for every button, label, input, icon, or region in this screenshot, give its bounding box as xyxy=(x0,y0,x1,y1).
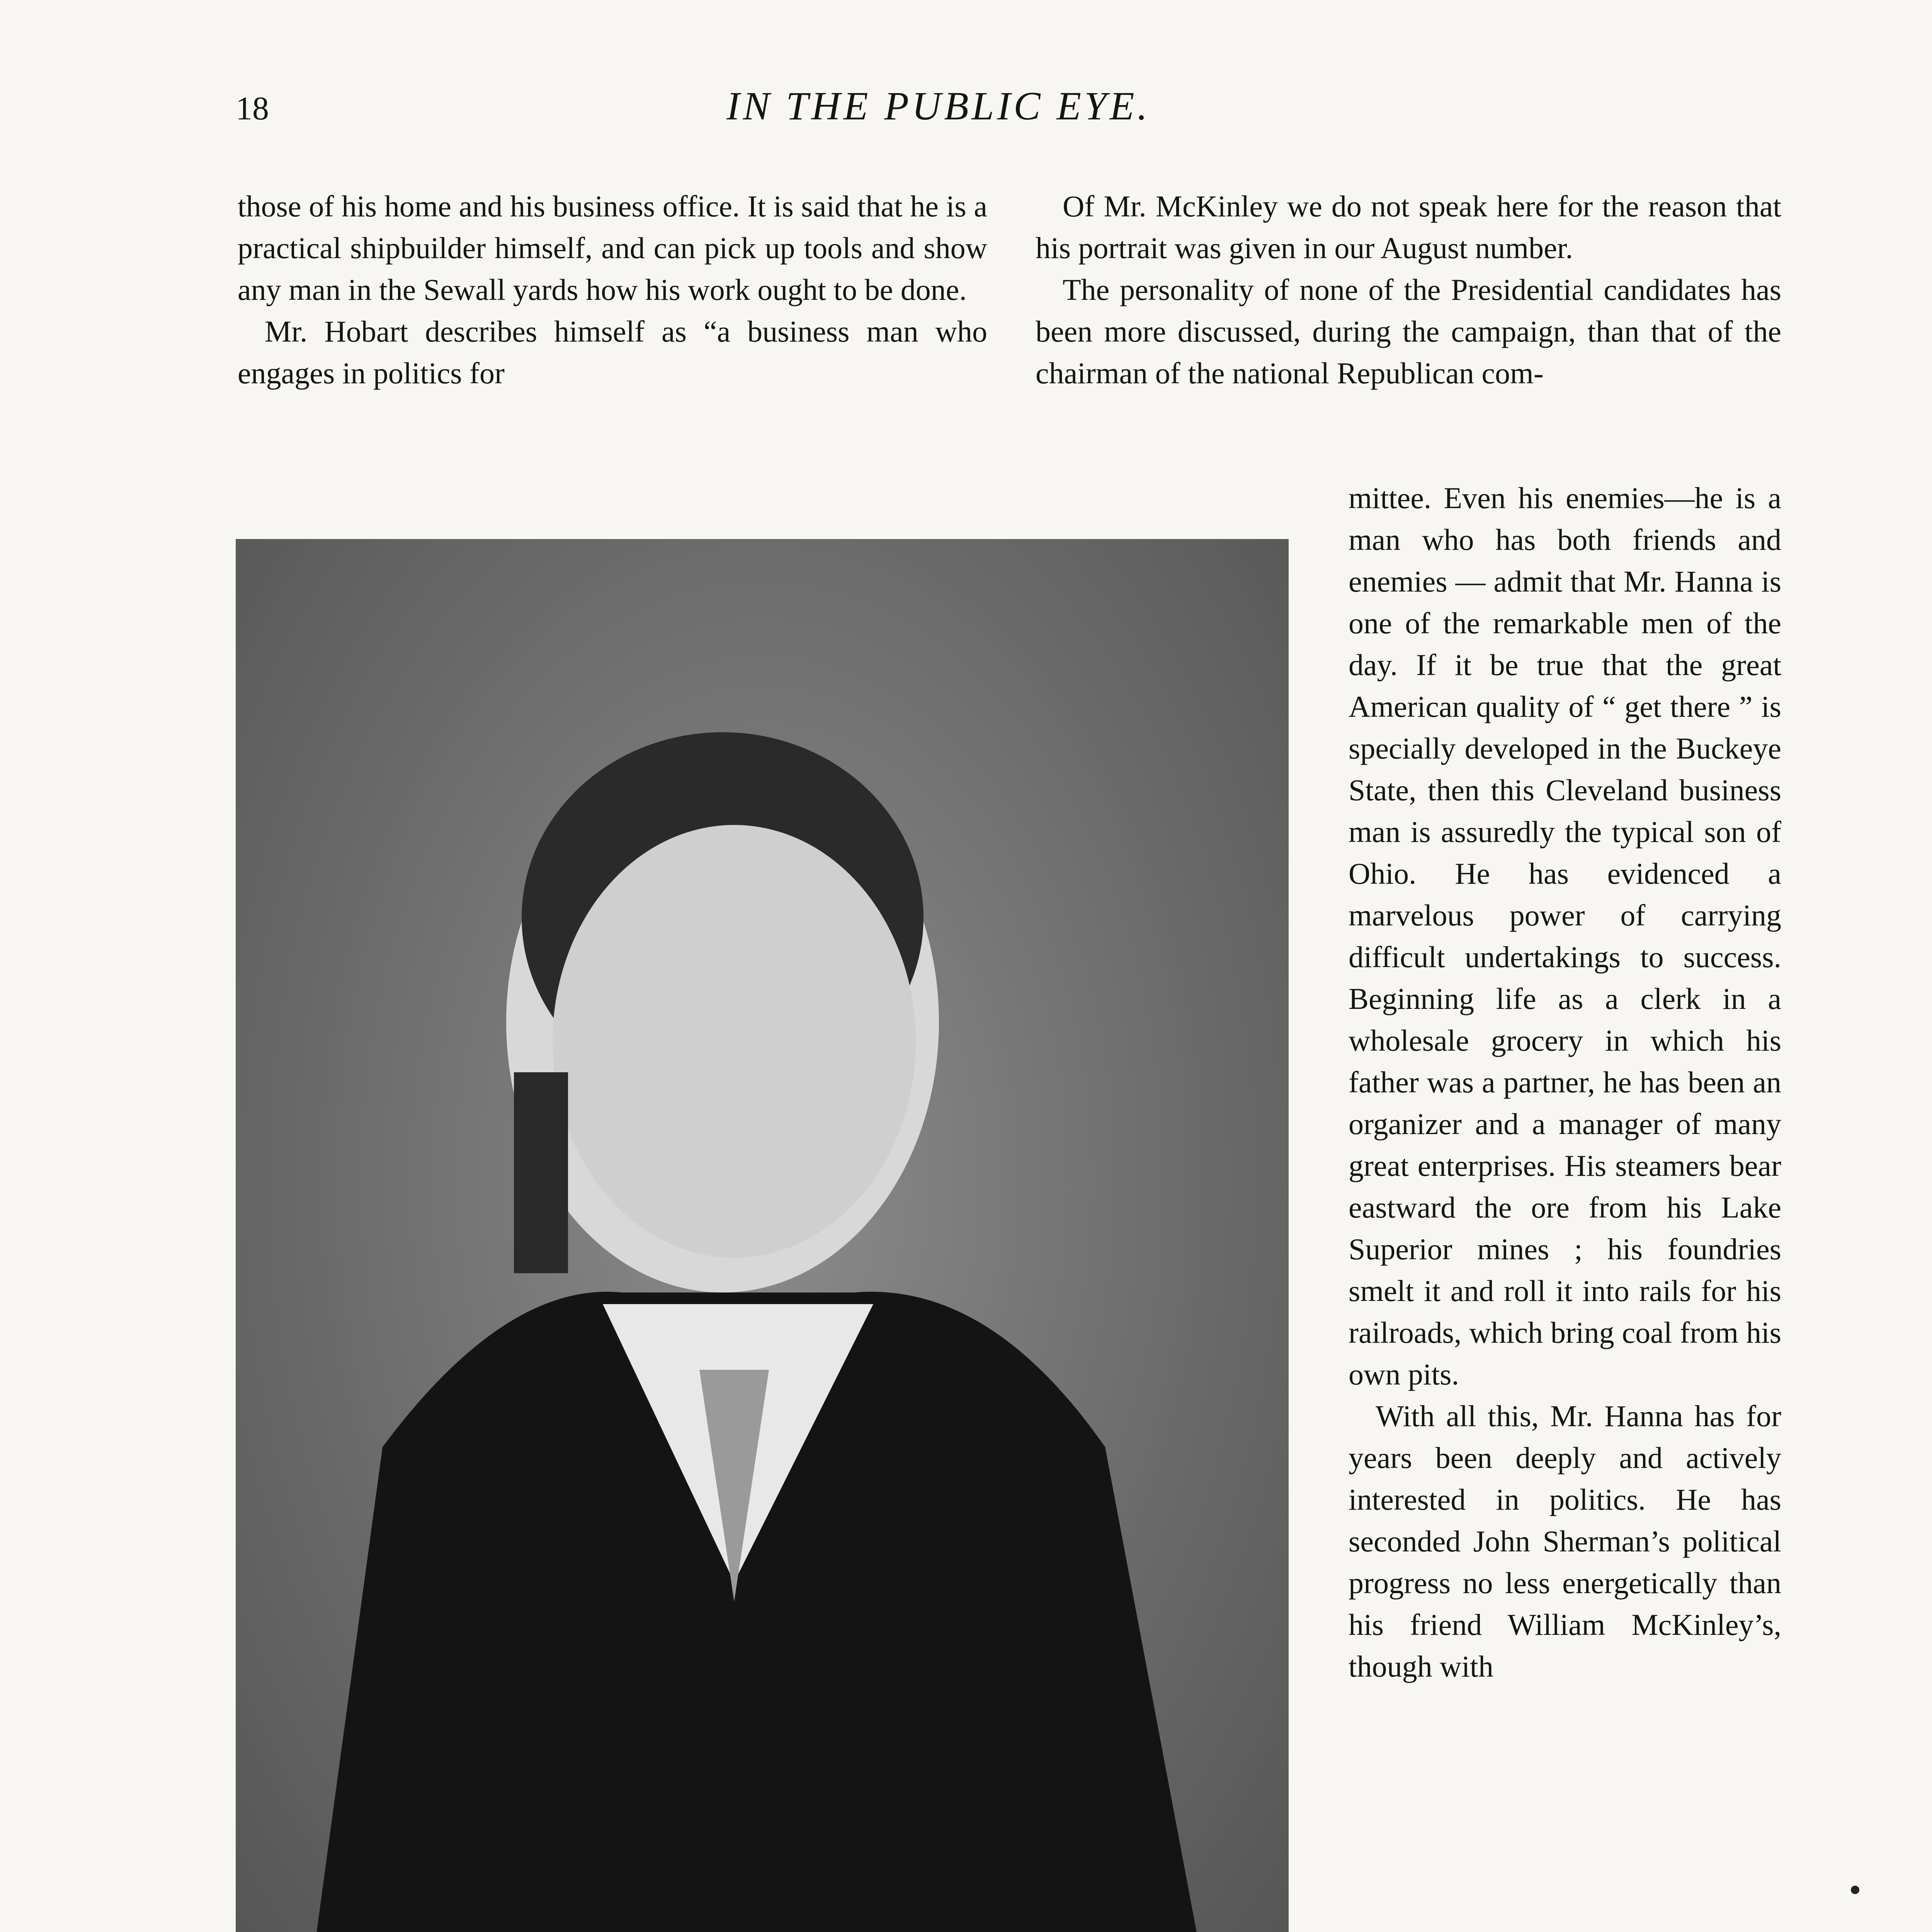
ink-dot xyxy=(1851,1886,1859,1894)
paragraph: With all this, Mr. Hanna has for years been deeply and actively interested in politics. He has seconded John Sherman’s political progress no less energetically than his friend William McKinley’s, though with xyxy=(1349,1399,1781,1683)
paragraph: mittee. Even his enemies—he is a man who has both friends and enemies — admit that Mr. Hanna is one of the remarkable men of the day. If it be true that the great American quality of “ get there ” is specially developed in the Buckeye State, then this Cleveland business man is assuredly the typical son of Ohio. He has evidenced a marvelous power of carrying difficult undertakings to success. Beginning life as a clerk in a wholesale grocery in which his father was a partner, he has been an organizer and a manager of many great enterprises. His steamers bear eastward the ore from his Lake Superior mines ; his foundries smelt it and roll it into rails for his railroads, which bring coal from his own pits. xyxy=(1349,481,1781,1391)
paragraph: those of his home and his business office. It is said that he is a practical shipbuilder himself, and can pick up tools and show any man in the Sewall yards how his work ought to be done. xyxy=(238,189,987,306)
paragraph: Of Mr. McKinley we do not speak here for the reason that his portrait was given in our August number. xyxy=(1036,189,1781,265)
paragraph: Mr. Hobart describes himself as “a business man who engages in politics for xyxy=(238,315,987,390)
left-column-top xyxy=(238,185,987,394)
page-number: 18 xyxy=(236,90,269,127)
right-column-narrow xyxy=(1349,477,1781,1687)
right-column-top xyxy=(1036,185,1781,394)
portrait-photo xyxy=(236,539,1289,1932)
running-head: IN THE PUBLIC EYE. xyxy=(726,84,1151,128)
paragraph: The personality of none of the Presidential candidates has been more discussed, during the campaign, than that of the chairman of the national Republican com- xyxy=(1036,273,1781,390)
